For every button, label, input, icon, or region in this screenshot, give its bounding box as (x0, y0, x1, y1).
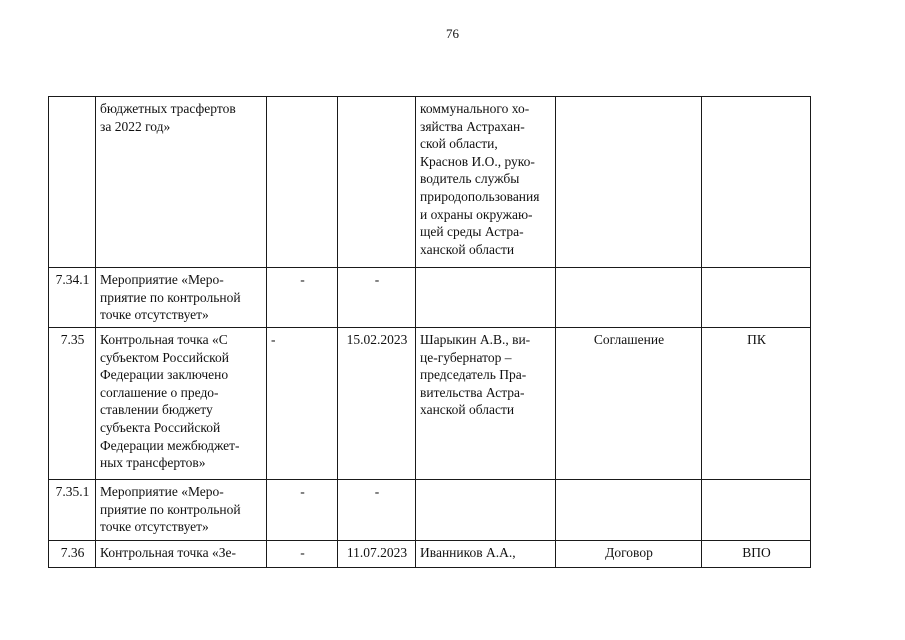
document-type (556, 480, 702, 541)
row-number (49, 97, 96, 268)
responsible-person: Иванников А.А., (416, 541, 556, 568)
start-date: - (267, 328, 338, 480)
control-level (702, 268, 811, 328)
event-name: Мероприятие «Меро- приятие по контрольной точке отсутствует» (96, 480, 267, 541)
responsible-person: Шарыкин А.В., ви- це-губернатор – председатель Пра- вительства Астра- ханской области (416, 328, 556, 480)
document-type (556, 97, 702, 268)
row-number: 7.34.1 (49, 268, 96, 328)
event-name: Контрольная точка «С субъектом Российской Федерации заключено соглашение о предо- ставлении бюджету субъекта Российской Федерации межбюджет- ных трансфертов» (96, 328, 267, 480)
end-date: 15.02.2023 (338, 328, 416, 480)
end-date: - (338, 268, 416, 328)
event-name: Контрольная точка «Зе- (96, 541, 267, 568)
document-type: Соглашение (556, 328, 702, 480)
end-date (338, 97, 416, 268)
table-row (49, 541, 811, 568)
table-row (49, 480, 811, 541)
row-number: 7.35.1 (49, 480, 96, 541)
row-number: 7.36 (49, 541, 96, 568)
table-row (49, 328, 811, 480)
document-type: Договор (556, 541, 702, 568)
table-row (49, 97, 811, 268)
document-type (556, 268, 702, 328)
start-date: - (267, 268, 338, 328)
start-date: - (267, 480, 338, 541)
row-number: 7.35 (49, 328, 96, 480)
page-number: 76 (446, 26, 459, 41)
end-date: 11.07.2023 (338, 541, 416, 568)
event-name: Мероприятие «Меро- приятие по контрольной точке отсутствует» (96, 268, 267, 328)
start-date: - (267, 541, 338, 568)
control-level: ПК (702, 328, 811, 480)
event-name: бюджетных трасфертов за 2022 год» (96, 97, 267, 268)
control-level: ВПО (702, 541, 811, 568)
responsible-person (416, 480, 556, 541)
responsible-person: коммунального хо- зяйства Астрахан- ской области, Краснов И.О., руко- водитель службы природопользования и охраны окружаю- щей среды Астра- ханской области (416, 97, 556, 268)
start-date (267, 97, 338, 268)
control-level (702, 97, 811, 268)
control-level (702, 480, 811, 541)
table-row (49, 268, 811, 328)
end-date: - (338, 480, 416, 541)
responsible-person (416, 268, 556, 328)
plan-table (48, 96, 811, 568)
